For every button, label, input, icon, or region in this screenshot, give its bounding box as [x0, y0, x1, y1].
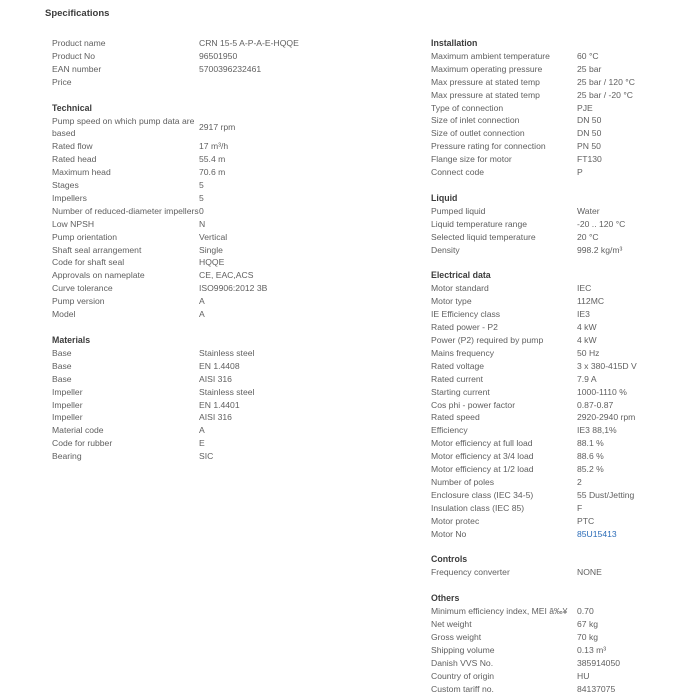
spec-value: NONE [577, 567, 602, 578]
spec-label: Base [52, 347, 72, 358]
spec-value: Vertical [199, 231, 228, 242]
spec-value: 67 kg [577, 619, 599, 630]
spec-value: E [199, 438, 205, 449]
liquid-section [431, 192, 693, 257]
spec-row [431, 166, 693, 179]
materials-section [52, 334, 322, 463]
spec-label: Size of inlet connection [431, 115, 520, 126]
spec-value: 0.70 [577, 606, 594, 617]
spec-row [52, 256, 322, 269]
spec-value: AISI 316 [199, 373, 232, 384]
spec-label: Rated flow [52, 141, 93, 152]
spec-value: 1000-1110 % [577, 386, 627, 397]
spec-label: Pump orientation [52, 231, 117, 242]
spec-value: 25 bar / 120 °C [577, 76, 635, 87]
spec-row [431, 399, 693, 412]
spec-row [52, 437, 322, 450]
spec-label: Starting current [431, 386, 490, 397]
spec-row [431, 50, 693, 63]
spec-row [431, 282, 693, 295]
spec-value: A [199, 309, 205, 320]
electrical-section [431, 269, 693, 540]
spec-label: Impellers [52, 192, 87, 203]
spec-row [52, 424, 322, 437]
spec-value: Stainless steel [199, 386, 255, 397]
spec-row [52, 386, 322, 399]
spec-value: 5 [199, 192, 204, 203]
spec-row [52, 76, 322, 89]
spec-value: 85.2 % [577, 464, 604, 475]
spec-label: Motor No [431, 528, 467, 539]
spec-value: 0.87-0.87 [577, 399, 614, 410]
spec-value: ISO9906:2012 3B [199, 283, 268, 294]
spec-row [52, 192, 322, 205]
spec-row [431, 360, 693, 373]
spec-label: Motor type [431, 296, 472, 307]
spec-row [52, 347, 322, 360]
right-column [431, 37, 693, 696]
spec-value: A [199, 425, 205, 436]
spec-value: 3 x 380-415D V [577, 360, 637, 371]
spec-row [52, 37, 322, 50]
spec-value: EN 1.4401 [199, 399, 240, 410]
spec-value: HQQE [199, 257, 225, 268]
section-title-electrical: Electrical data [431, 270, 491, 281]
section-title-installation: Installation [431, 38, 478, 48]
spec-row [431, 373, 693, 386]
spec-value: P [577, 167, 583, 178]
spec-row [431, 683, 693, 696]
spec-label: Model [52, 309, 76, 320]
spec-label: Size of outlet connection [431, 128, 525, 139]
spec-label: Connect code [431, 167, 485, 178]
motor-no-link[interactable]: 85U15413 [577, 528, 617, 539]
spec-value: 2917 rpm [199, 121, 236, 132]
spec-value: 25 bar [577, 63, 602, 74]
spec-label: Pressure rating for connection [431, 141, 546, 152]
spec-row [52, 244, 322, 257]
spec-value: DN 50 [577, 128, 602, 139]
spec-row [52, 205, 322, 218]
spec-label: Minimum efficiency index, MEI â‰¥ [431, 606, 568, 617]
spec-value: 55 Dust/Jetting [577, 489, 635, 500]
spec-row [52, 308, 322, 321]
spec-label: Curve tolerance [52, 283, 113, 294]
spec-label: Gross weight [431, 631, 482, 642]
spec-row [52, 295, 322, 308]
spec-value: 5 [199, 180, 204, 191]
spec-value: -20 .. 120 °C [577, 218, 626, 229]
spec-row [431, 308, 693, 321]
spec-value: 0.13 m³ [577, 644, 607, 655]
spec-value: 998.2 kg/m³ [577, 244, 623, 255]
spec-row [431, 114, 693, 127]
spec-value: HU [577, 670, 590, 681]
spec-label: Power (P2) required by pump [431, 334, 544, 345]
spec-label: Max pressure at stated temp [431, 89, 540, 100]
spec-value: 50 Hz [577, 347, 600, 358]
spec-value: 7.9 A [577, 373, 597, 384]
spec-row [52, 282, 322, 295]
spec-value: 4 kW [577, 322, 597, 333]
spec-label: Efficiency [431, 425, 468, 436]
spec-value: 88.6 % [577, 451, 604, 462]
spec-value: IE3 88,1% [577, 425, 617, 436]
spec-label: Mains frequency [431, 347, 495, 358]
section-title-controls: Controls [431, 554, 468, 565]
spec-value: 88.1 % [577, 438, 604, 449]
spec-value: CE, EAC,ACS [199, 270, 254, 281]
spec-row [52, 115, 322, 141]
spec-row [431, 411, 693, 424]
spec-label: Maximum head [52, 167, 111, 178]
spec-value: 2920-2940 rpm [577, 412, 636, 423]
spec-row [52, 269, 322, 282]
spec-row [431, 140, 693, 153]
spec-value: 84137075 [577, 683, 616, 694]
spec-row [431, 476, 693, 489]
spec-value: 25 bar / -20 °C [577, 89, 633, 100]
spec-label: Rated speed [431, 412, 480, 423]
spec-row [431, 386, 693, 399]
spec-value: 112MC [577, 296, 605, 307]
spec-row [431, 670, 693, 683]
spec-value: AISI 316 [199, 412, 232, 423]
spec-row [431, 515, 693, 528]
others-section [431, 592, 693, 695]
spec-value: 60 °C [577, 50, 599, 61]
spec-row [52, 50, 322, 63]
spec-row [431, 231, 693, 244]
section-title-others: Others [431, 593, 460, 604]
spec-value: 17 m³/h [199, 141, 229, 152]
spec-label: Selected liquid temperature [431, 231, 536, 242]
spec-label: Material code [52, 425, 104, 436]
spec-label: Max pressure at stated temp [431, 76, 540, 87]
spec-label: Product No [52, 50, 95, 61]
spec-row [431, 450, 693, 463]
spec-row [431, 347, 693, 360]
spec-label: Shipping volume [431, 644, 495, 655]
spec-label: Approvals on nameplate [52, 270, 145, 281]
page-title: Specifications [45, 8, 110, 19]
spec-value: F [577, 502, 583, 513]
spec-label: Code for rubber [52, 438, 113, 449]
spec-value: EN 1.4408 [199, 360, 240, 371]
controls-section [431, 553, 693, 579]
section-title-technical: Technical [52, 102, 92, 113]
spec-row [431, 102, 693, 115]
spec-row [431, 657, 693, 670]
general-section [52, 37, 322, 89]
spec-label: Impeller [52, 399, 83, 410]
spec-label: Bearing [52, 451, 82, 462]
spec-label: Type of connection [431, 102, 504, 113]
spec-row [52, 140, 322, 153]
spec-label: Motor efficiency at 1/2 load [431, 464, 534, 475]
spec-value: PJE [577, 102, 593, 113]
spec-label: Country of origin [431, 670, 495, 681]
spec-value: IEC [577, 283, 592, 294]
spec-label: Base [52, 360, 72, 371]
spec-label: Product name [52, 38, 106, 48]
spec-row [52, 411, 322, 424]
spec-value: 0 [199, 205, 204, 216]
spec-label: Density [431, 244, 460, 255]
left-column [52, 37, 322, 463]
spec-row [52, 179, 322, 192]
spec-label: Enclosure class (IEC 34-5) [431, 489, 534, 500]
section-title-materials: Materials [52, 335, 91, 346]
spec-row [431, 205, 693, 218]
spec-label: Pump version [52, 296, 105, 307]
spec-value: 55.4 m [199, 154, 226, 165]
spec-row [431, 63, 693, 76]
spec-row [431, 295, 693, 308]
spec-value: FT130 [577, 154, 602, 165]
spec-value: 5700396232461 [199, 63, 262, 74]
installation-section [431, 37, 693, 179]
spec-value: Stainless steel [199, 347, 255, 358]
spec-label: Motor protec [431, 515, 480, 526]
spec-value: PTC [577, 515, 595, 526]
technical-section [52, 102, 322, 321]
spec-value: 70.6 m [199, 167, 226, 178]
spec-label: Cos phi - power factor [431, 399, 516, 410]
spec-value: IE3 [577, 309, 590, 320]
spec-value: Water [577, 205, 600, 216]
spec-row [431, 644, 693, 657]
section-title-liquid: Liquid [431, 192, 458, 203]
spec-label: Liquid temperature range [431, 218, 528, 229]
spec-label: Code for shaft seal [52, 257, 125, 268]
spec-label: Maximum operating pressure [431, 63, 543, 74]
spec-label: Impeller [52, 386, 83, 397]
spec-row [431, 153, 693, 166]
spec-row [431, 218, 693, 231]
spec-label: Stages [52, 180, 79, 191]
spec-value: 2 [577, 476, 582, 487]
spec-label: Rated voltage [431, 360, 485, 371]
spec-row [431, 463, 693, 476]
spec-label: IE Efficiency class [431, 309, 501, 320]
spec-row [431, 127, 693, 140]
spec-row [431, 321, 693, 334]
spec-value: 4 kW [577, 334, 597, 345]
spec-label: Rated head [52, 154, 97, 165]
spec-value: Single [199, 244, 223, 255]
spec-label: Motor standard [431, 283, 489, 294]
spec-label: Base [52, 373, 72, 384]
spec-label: Motor efficiency at 3/4 load [431, 451, 534, 462]
spec-label: Frequency converter [431, 567, 510, 578]
spec-row [431, 244, 693, 257]
spec-row [431, 437, 693, 450]
spec-row [431, 566, 693, 579]
spec-row [431, 528, 693, 541]
spec-row [52, 218, 322, 231]
spec-row [52, 399, 322, 412]
spec-row [52, 231, 322, 244]
spec-label: Maximum ambient temperature [431, 50, 550, 61]
spec-value: 20 °C [577, 231, 599, 242]
spec-value: N [199, 218, 206, 229]
spec-label: Custom tariff no. [431, 683, 494, 694]
spec-label: Rated current [431, 373, 484, 384]
spec-label: Flange size for motor [431, 154, 512, 165]
spec-label: Rated power - P2 [431, 322, 498, 333]
spec-row [431, 89, 693, 102]
spec-row [52, 373, 322, 386]
spec-row [52, 166, 322, 179]
spec-row [431, 424, 693, 437]
spec-value: CRN 15-5 A-P-A-E-HQQE [199, 38, 299, 48]
spec-label: Number of poles [431, 476, 495, 487]
spec-label: EAN number [52, 63, 102, 74]
spec-value: SIC [199, 451, 214, 462]
spec-value: PN 50 [577, 141, 601, 152]
spec-value: 96501950 [199, 50, 238, 61]
spec-row [431, 76, 693, 89]
spec-value: A [199, 296, 205, 307]
spec-label: Shaft seal arrangement [52, 244, 142, 255]
spec-label: Motor efficiency at full load [431, 438, 533, 449]
spec-row [52, 63, 322, 76]
spec-row [431, 618, 693, 631]
spec-label: Net weight [431, 619, 472, 630]
spec-row [431, 605, 693, 618]
spec-value: 385914050 [577, 657, 621, 668]
spec-row [52, 450, 322, 463]
spec-label: Pump speed on which pump data are based [52, 115, 195, 139]
spec-label: Low NPSH [52, 218, 95, 229]
spec-row [431, 334, 693, 347]
spec-label: Price [52, 76, 72, 87]
spec-label: Insulation class (IEC 85) [431, 502, 525, 513]
spec-row [431, 502, 693, 515]
spec-row [431, 489, 693, 502]
spec-row [431, 631, 693, 644]
spec-label: Pumped liquid [431, 205, 486, 216]
spec-value: 70 kg [577, 631, 599, 642]
spec-label: Impeller [52, 412, 83, 423]
spec-row [52, 153, 322, 166]
spec-label: Danish VVS No. [431, 657, 494, 668]
spec-row [52, 360, 322, 373]
spec-label: Number of reduced-diameter impellers [52, 205, 199, 216]
spec-value: DN 50 [577, 115, 602, 126]
